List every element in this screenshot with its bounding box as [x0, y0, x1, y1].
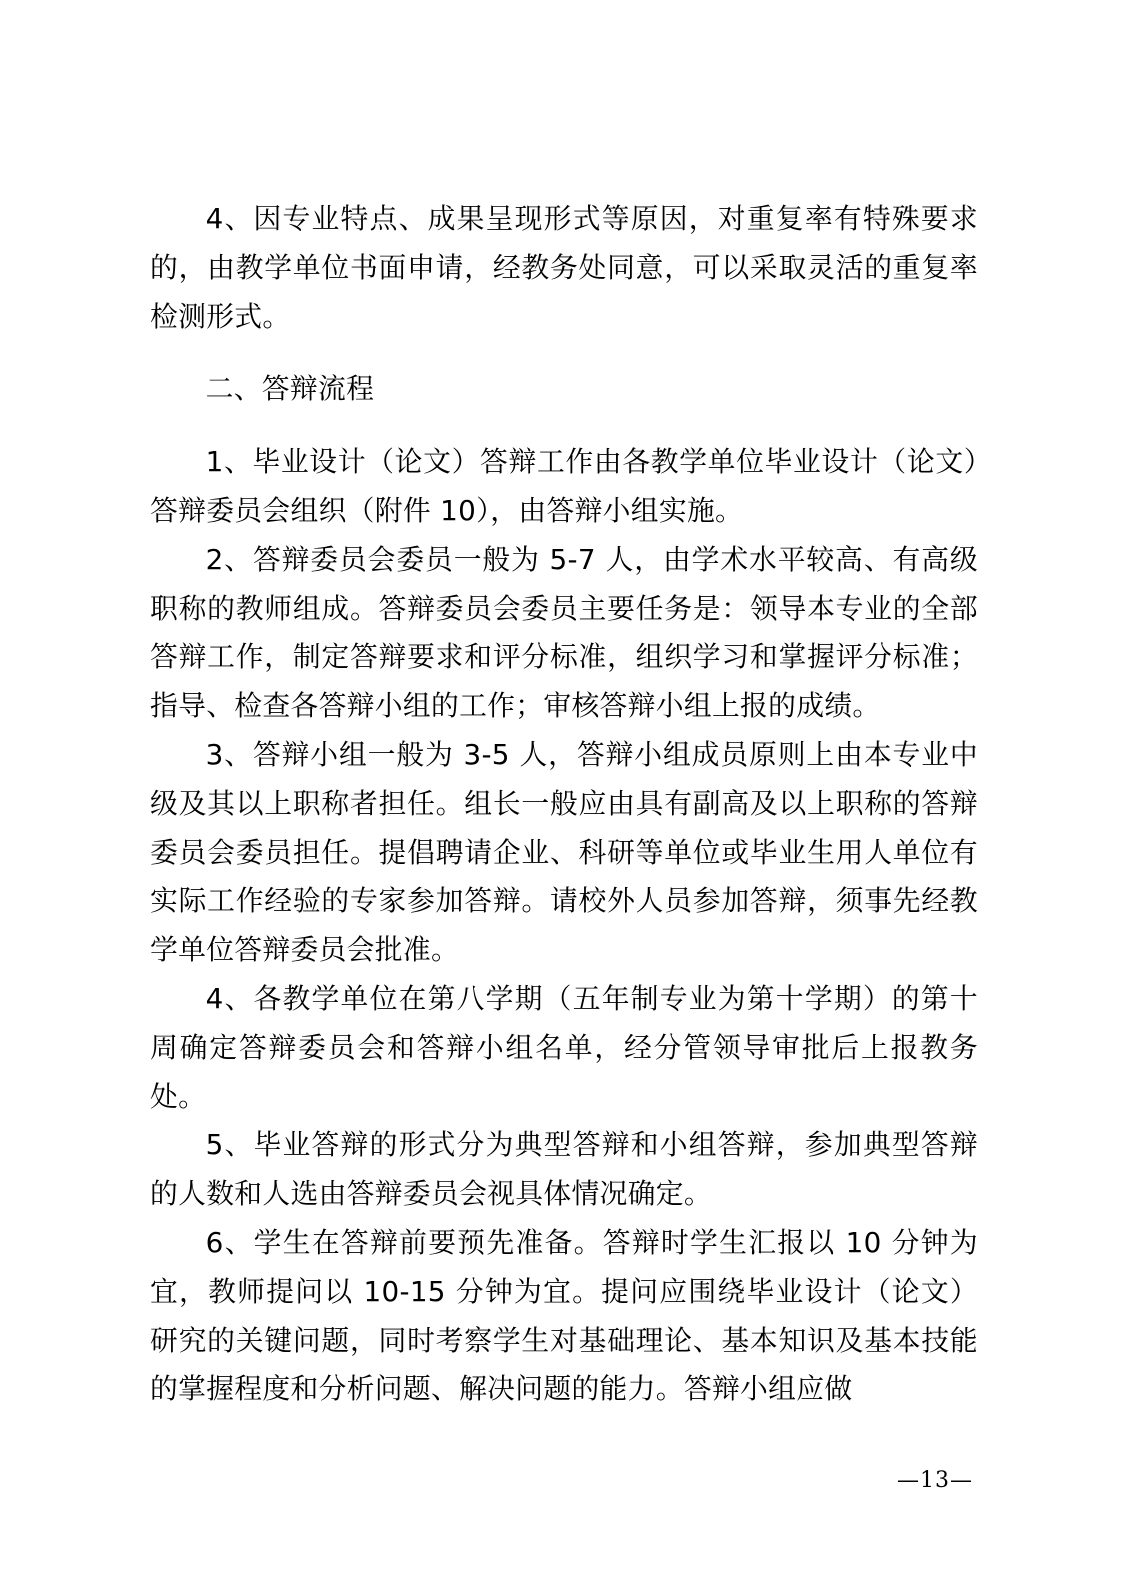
paragraph-defense-forms: 5、毕业答辩的形式分为典型答辩和小组答辩，参加典型答辩的人数和人选由答辩委员会视具体情况确定。 [150, 1128, 978, 1211]
paragraph-defense-group: 3、答辩小组一般为 3-5 人，答辩小组成员原则上由本专业中级及其以上职称者担任。组长一般应由具有副高及以上职称的答辩委员会委员担任。提倡聘请企业、科研等单位或毕业生用人单位有实际工作经验的专家参加答辩。请校外人员参加答辩，须事先经教学单位答辩委员会批准。 [150, 737, 978, 967]
document-body [150, 195, 978, 1414]
page-number: —13— [897, 1468, 973, 1493]
section-heading-defense-process: 二、答辩流程 [205, 372, 375, 406]
paragraph-committee-members: 2、答辩委员会委员一般为 5-7 人，由学术水平较高、有高级职称的教师组成。答辩委员会委员主要任务是：领导本专业的全部答辩工作，制定答辩要求和评分标准，组织学习和掌握评分标准；指导、检查各答辩小组的工作；审核答辩小组上报的成绩。 [150, 542, 978, 723]
paragraph-defense-timing: 6、学生在答辩前要预先准备。答辩时学生汇报以 10 分钟为宜，教师提问以 10-15 分钟为宜。提问应围绕毕业设计（论文）研究的关键问题，同时考察学生对基础理论、基本知识及基本技能的掌握程度和分析问题、解决问题的能力。答辩小组应做 [150, 1225, 978, 1406]
paragraph-repetition-rate-exception: 4、因专业特点、成果呈现形式等原因，对重复率有特殊要求的，由教学单位书面申请，经教务处同意，可以采取灵活的重复率检测形式。 [150, 202, 978, 333]
paragraph-list-submission: 4、各教学单位在第八学期（五年制专业为第十学期）的第十周确定答辩委员会和答辩小组名单，经分管领导审批后上报教务处。 [150, 981, 978, 1113]
paragraph-defense-organization: 1、毕业设计（论文）答辩工作由各教学单位毕业设计（论文）答辩委员会组织（附件 10），由答辩小组实施。 [150, 445, 978, 527]
